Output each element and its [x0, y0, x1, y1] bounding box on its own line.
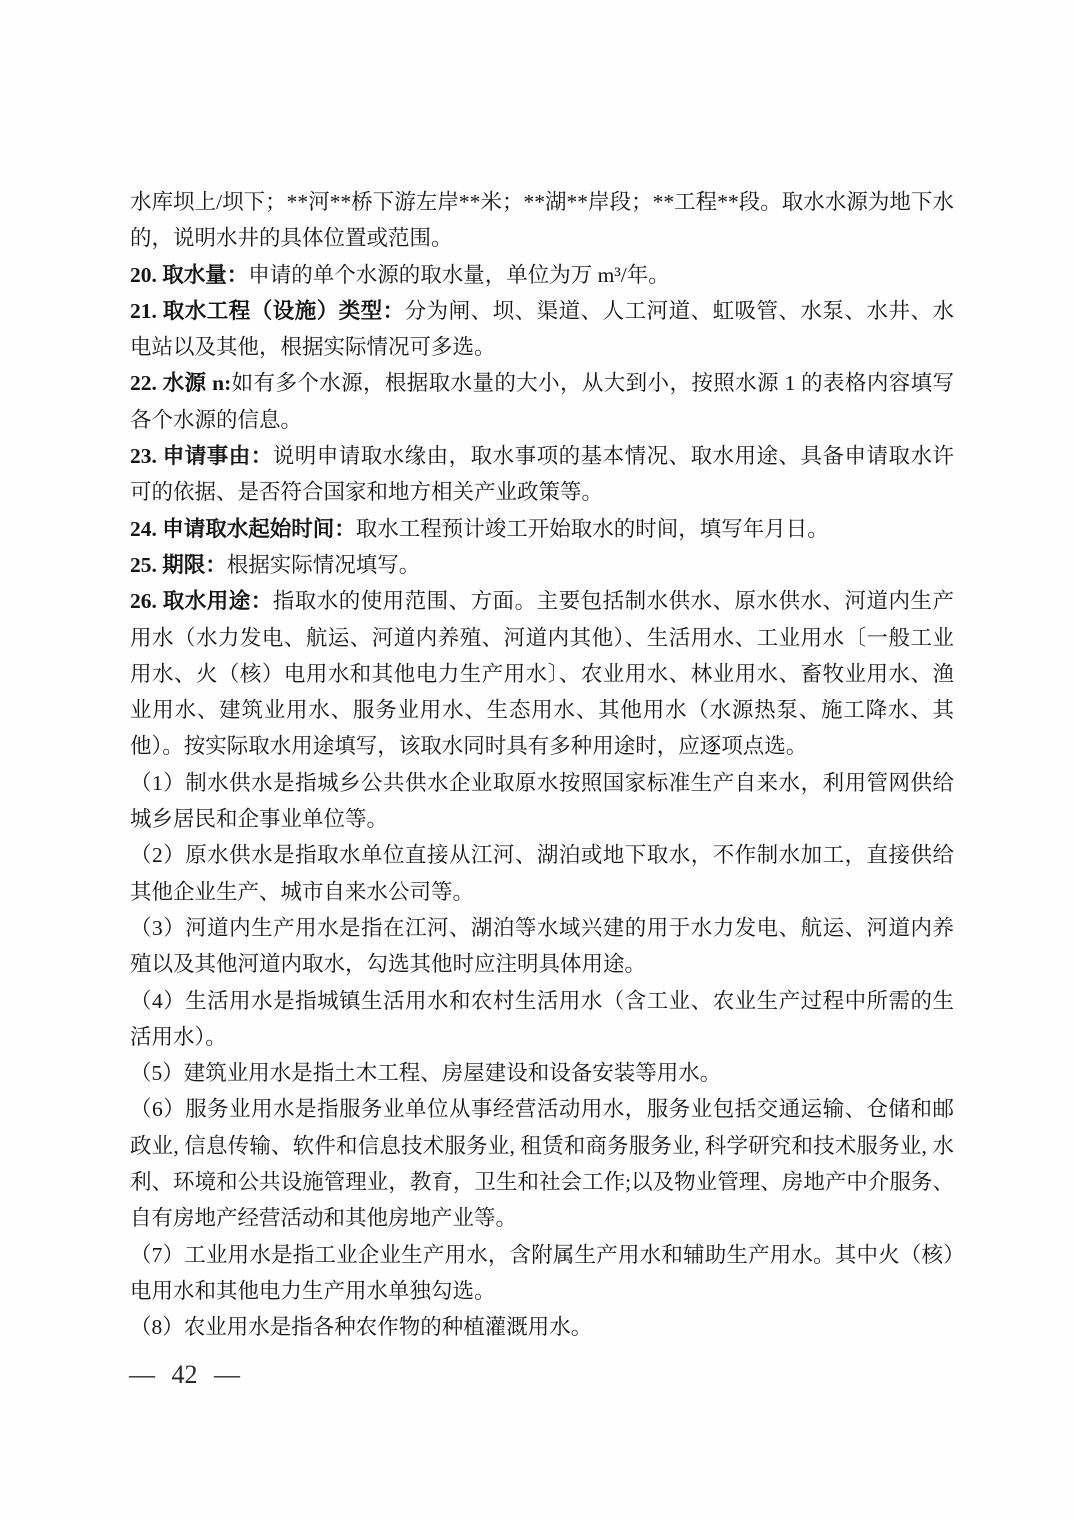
paragraph — [130, 257, 954, 293]
paragraph-text: 取水工程预计竣工开始取水的时间，填写年月日。 — [355, 516, 829, 541]
paragraph — [130, 765, 954, 838]
paragraph-text: 分为闸、坝、渠道、人工河道、虹吸管、水泵、水井、水电站以及其他，根据实际情况可多选。 — [130, 298, 954, 360]
paragraph-text: （8）农业用水是指各种农作物的种植灌溉用水。 — [130, 1315, 593, 1340]
item-label: 25. 期限： — [130, 552, 227, 577]
paragraph — [130, 547, 954, 583]
paragraph-text: （6）服务业用水是指服务业单位从事经营活动用水，服务业包括交通运输、仓储和邮政业, 信息传输、软件和信息技术服务业, 租赁和商务服务业, 科学研究和技术服务业, 水利、环境和公共设施管理业，教育，卫生和社会工作;以及物业管理、房地产中介服务、自有房地产经营活动和其他房地产业等。 — [130, 1097, 954, 1231]
item-label: 22. 水源 n: — [130, 371, 232, 396]
paragraph — [130, 1091, 954, 1236]
paragraph-text: （2）原水供水是指取水单位直接从江河、湖泊或地下取水，不作制水加工，直接供给其他企业生产、城市自来水公司等。 — [130, 843, 954, 904]
page-number: — 42 — — [129, 1360, 240, 1389]
paragraph — [130, 1309, 954, 1345]
paragraph-text: 水库坝上/坝下；**河**桥下游左岸**米；**湖**岸段；**工程**段。取水水源为地下水的，说明水井的具体位置或范围。 — [130, 190, 954, 251]
paragraph — [130, 438, 954, 511]
paragraph-text: （3）河道内生产用水是指在江河、湖泊等水域兴建的用于水力发电、航运、河道内养殖以及其他河道内取水，勾选其他时应注明具体用途。 — [130, 915, 954, 977]
paragraph-text: 根据实际情况填写。 — [226, 552, 421, 577]
paragraph-text: 如有多个水源，根据取水量的大小，从大到小，按照水源 1 的表格内容填写各个水源的信息。 — [130, 371, 954, 432]
paragraph — [130, 1055, 954, 1091]
item-label: 23. 申请事由： — [130, 444, 273, 469]
paragraph-text: （7）工业用水是指工业企业生产用水，含附属生产用水和辅助生产用水。其中火（核）电用水和其他电力生产用水单独勾选。 — [130, 1242, 954, 1303]
paragraph — [130, 583, 954, 764]
paragraph-text: （4）生活用水是指城镇生活用水和农村生活用水（含工业、农业生产过程中所需的生活用水）。 — [130, 988, 954, 1049]
paragraph-text: 申请的单个水源的取水量，单位为万 m³/年。 — [248, 262, 670, 287]
paragraph — [130, 910, 954, 983]
paragraph — [130, 365, 954, 438]
paragraph — [130, 983, 954, 1056]
paragraph-text: （5）建筑业用水是指土木工程、房屋建设和设备安装等用水。 — [130, 1061, 722, 1086]
item-label: 21. 取水工程（设施）类型： — [130, 298, 405, 323]
paragraph — [130, 184, 954, 257]
paragraph — [130, 837, 954, 910]
item-label: 24. 申请取水起始时间： — [130, 516, 356, 541]
paragraph-text: （1）制水供水是指城乡公共供水企业取原水按照国家标准生产自来水，利用管网供给城乡居民和企事业单位等。 — [130, 770, 954, 832]
item-label: 20. 取水量： — [130, 262, 249, 287]
paragraph — [130, 511, 954, 547]
paragraph-text: 说明申请取水缘由，取水事项的基本情况、取水用途、具备申请取水许可的依据、是否符合国家和地方相关产业政策等。 — [130, 444, 954, 505]
paragraph-text: 指取水的使用范围、方面。主要包括制水供水、原水供水、河道内生产用水（水力发电、航运、河道内养殖、河道内其他）、生活用水、工业用水〔一般工业用水、火（核）电用水和其他电力生产用水〕、农业用水、林业用水、畜牧业用水、渔业用水、建筑业用水、服务业用水、生态用水、其他用水（水源热泵、施工降水、其他）。按实际取水用途填写，该取水同时具有多种用途时，应逐项点选。 — [130, 589, 954, 759]
paragraph — [130, 293, 954, 366]
document-body — [130, 184, 954, 1346]
item-label: 26. 取水用途： — [130, 589, 273, 614]
paragraph — [130, 1237, 954, 1310]
